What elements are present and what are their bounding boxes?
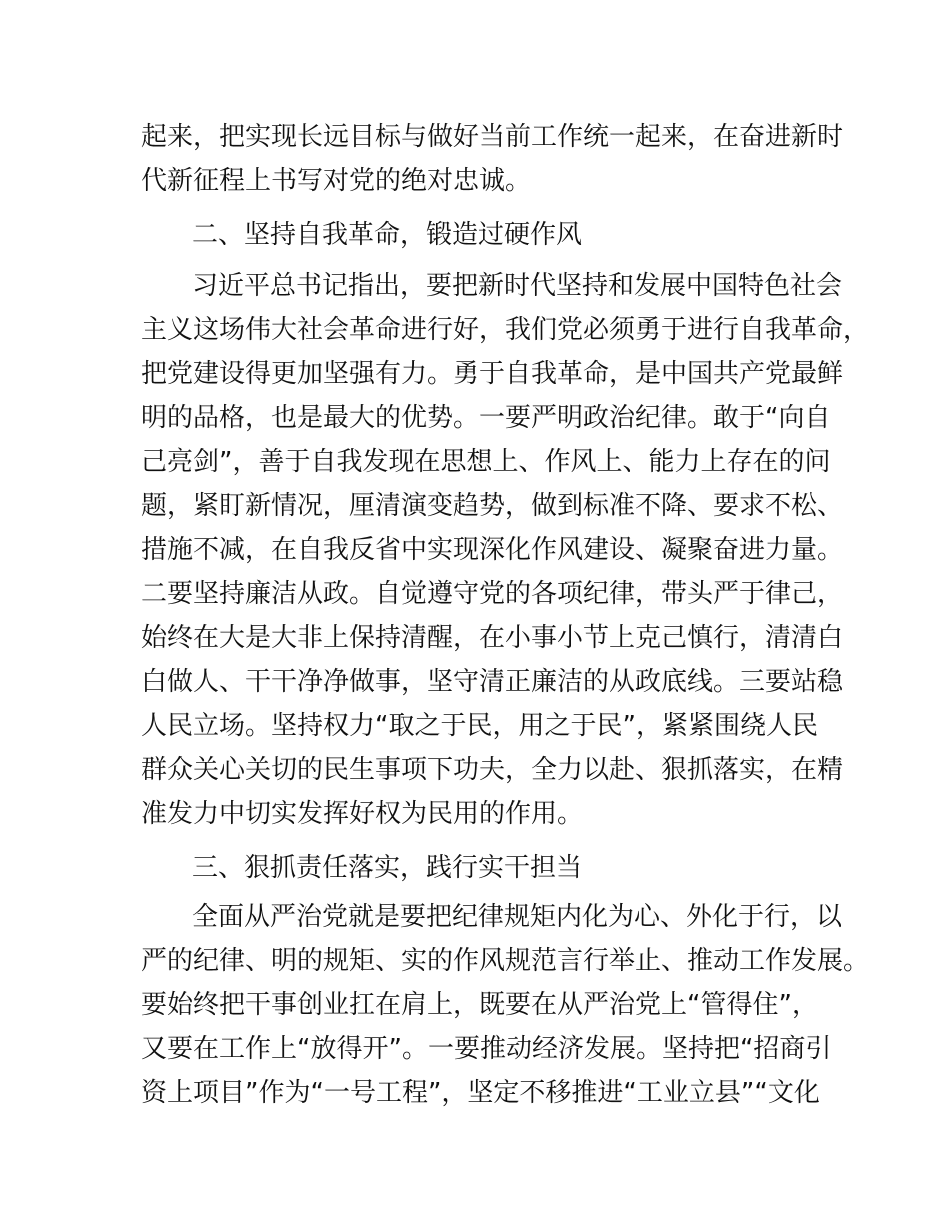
body-line: 全面从严治党就是要把纪律规矩内化为心、外化于行，以 [192,902,843,932]
body-line: 严的纪律、明的规矩、实的作风规范言行举止、推动工作发展。 [141,946,870,976]
section-heading: 二、坚持自我革命，锻造过硬作风 [192,220,583,250]
body-line: 代新征程上书写对党的绝对忠诚。 [141,166,532,196]
body-line: 措施不减，在自我反省中实现深化作风建设、凝聚奋进力量。 [141,535,844,565]
body-line: 明的品格，也是最大的优势。一要严明政治纪律。敢于“向自 [141,403,831,433]
body-line: 白做人、干干净净做事，坚守清正廉洁的从政底线。三要站稳 [141,667,844,697]
body-line: 己亮剑”，善于自我发现在思想上、作风上、能力上存在的问 [141,447,831,477]
body-line: 人民立场。坚持权力“取之于民，用之于民”，紧紧围绕人民 [141,711,818,741]
body-line: 二要坚持廉洁从政。自觉遵守党的各项纪律，带头严于律己， [141,579,844,609]
body-line: 资上项目”作为“一号工程”，坚定不移推进“工业立县”“文化 [141,1078,820,1108]
body-line: 题，紧盯新情况，厘清演变趋势，做到标准不降、要求不松、 [141,491,844,521]
body-line: 群众关心关切的民生事项下功夫，全力以赴、狠抓落实，在精 [141,755,844,785]
body-line: 习近平总书记指出，要把新时代坚持和发展中国特色社会 [192,271,843,301]
body-line: 把党建设得更加坚强有力。勇于自我革命，是中国共产党最鲜 [141,359,844,389]
body-line: 始终在大是大非上保持清醒，在小事小节上克己慎行，清清白 [141,623,844,653]
body-line: 又要在工作上“放得开”。一要推动经济发展。坚持把“招商引 [141,1034,832,1064]
body-line: 起来，把实现长远目标与做好当前工作统一起来，在奋进新时 [141,122,844,152]
body-line: 准发力中切实发挥好权为民用的作用。 [141,799,584,829]
body-line: 主义这场伟大社会革命进行好，我们党必须勇于进行自我革命， [141,315,870,345]
body-line: 要始终把干事创业扛在肩上，既要在从严治党上“管得住”， [141,990,818,1020]
section-heading: 三、狠抓责任落实，践行实干担当 [192,853,583,883]
